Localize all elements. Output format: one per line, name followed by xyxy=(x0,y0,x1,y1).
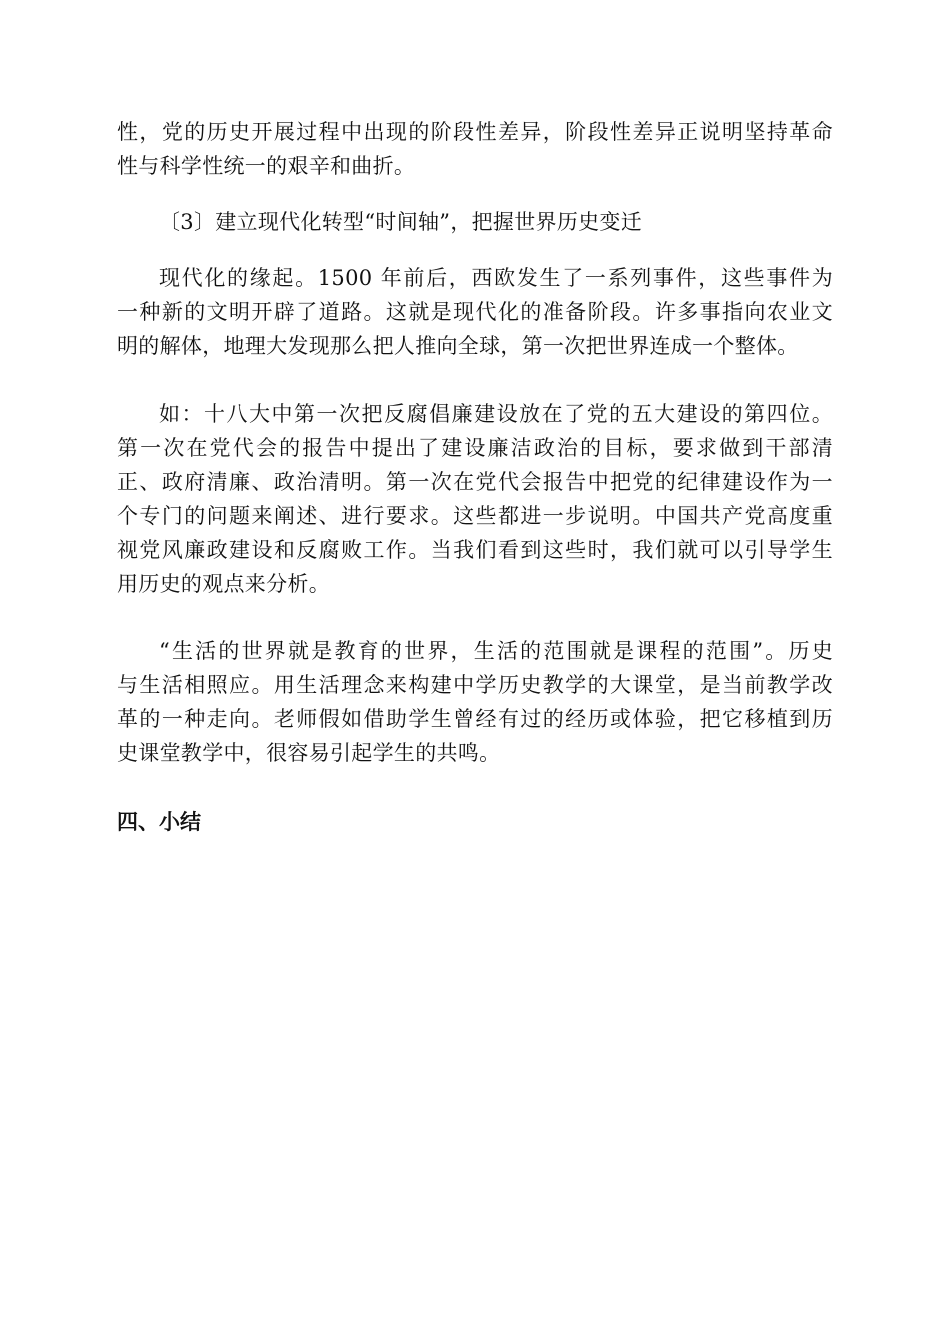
text-line: 个专门的问题来阐述、进行要求。这些都进一步说明。中国共产党高度重 xyxy=(117,504,833,528)
text-line: 一种新的文明开辟了道路。这就是现代化的准备阶段。许多事指向农业文 xyxy=(117,300,833,324)
text-line: 史课堂教学中，很容易引起学生的共鸣。 xyxy=(117,741,501,765)
paragraph-modernization xyxy=(117,261,833,363)
paragraph-example xyxy=(117,397,833,601)
text-line: 革的一种走向。老师假如借助学生曾经有过的经历或体验，把它移植到历 xyxy=(117,707,833,731)
text-line: 明的解体，地理大发现那么把人推向全球，第一次把世界连成一个整体。 xyxy=(117,334,799,358)
paragraph-life-education xyxy=(117,634,833,770)
text-line: “生活的世界就是教育的世界，生活的范围就是课程的范围”。历史 xyxy=(159,639,833,663)
text-line: 用历史的观点来分析。 xyxy=(117,572,330,596)
paragraph-continuation xyxy=(117,115,833,183)
text-line: 正、政府清廉、政治清明。第一次在党代会报告中把党的纪律建设作为一 xyxy=(117,470,833,494)
section-heading: 四、小结 xyxy=(117,810,201,834)
text-line: 第一次在党代会的报告中提出了建设廉洁政治的目标，要求做到干部清 xyxy=(117,436,833,460)
subheading-paragraph xyxy=(117,205,833,239)
text-line: 视党风廉政建设和反腐败工作。当我们看到这些时，我们就可以引导学生 xyxy=(117,538,833,562)
text-line: 现代化的缘起。1500 年前后，西欧发生了一系列事件，这些事件为 xyxy=(159,266,833,290)
text-line: 性与科学性统一的艰辛和曲折。 xyxy=(117,154,416,178)
text-line: 如：十八大中第一次把反腐倡廉建设放在了党的五大建设的第四位。 xyxy=(159,402,833,426)
subheading-text: 〔3〕建立现代化转型“时间轴”，把握世界历史变迁 xyxy=(159,210,643,234)
text-line: 性，党的历史开展过程中出现的阶段性差异，阶段性差异正说明坚持革命 xyxy=(117,120,833,144)
text-line: 与生活相照应。用生活理念来构建中学历史教学的大课堂，是当前教学改 xyxy=(117,673,833,697)
